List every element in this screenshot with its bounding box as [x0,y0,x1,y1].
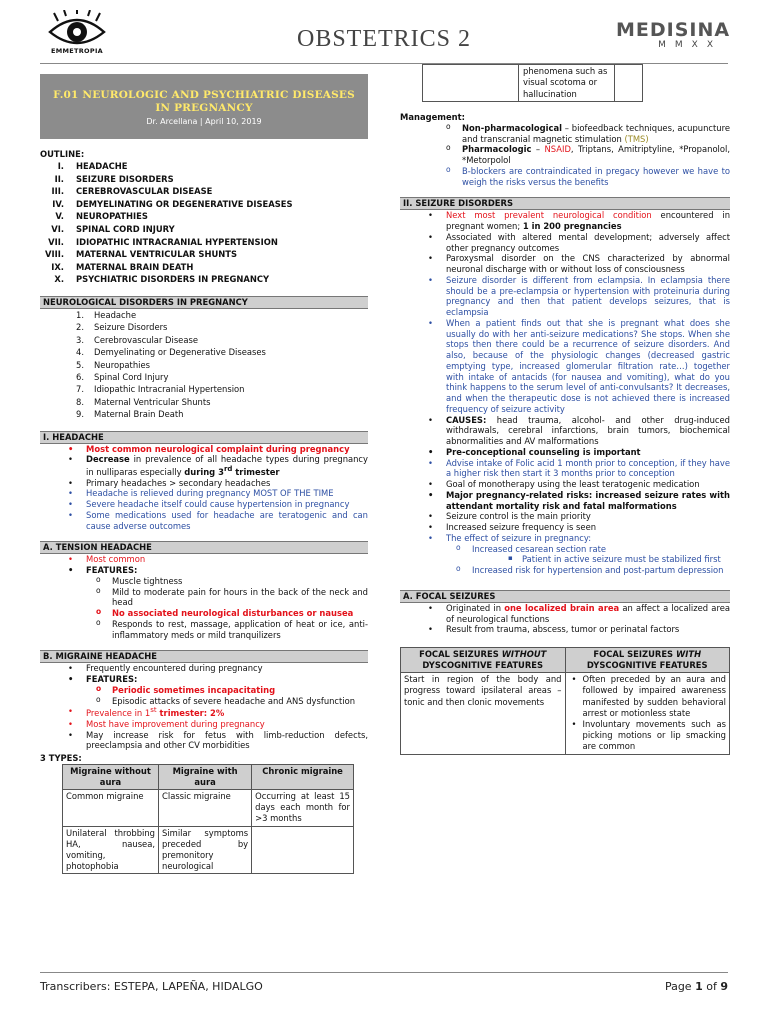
footer-transcribers: Transcribers: ESTEPA, LAPEÑA, HIDALGO [40,980,263,993]
list-item: o Periodic sometimes incapacitating [70,685,368,696]
page-number: Page 1 of 9 [664,980,728,993]
list-item: • Most common [40,554,368,565]
table-cell [615,65,643,102]
list-item: IV. DEMYELINATING OR DEGENERATIVE DISEASES [52,198,293,209]
list-item: V. NEUROPATHIES [55,211,148,222]
list-item: 1. Headache [76,309,137,320]
table-cell: Common migraine [63,789,159,826]
list-item: • Often preceded by an aura and followed by impaired awareness manifested by sudden behavioral arrest or motionless state [569,674,727,719]
list-item: • Most have improvement during pregnancy [40,719,368,730]
table-cell: Classic migraine [159,789,252,826]
seizure-effects-list [430,544,730,576]
list-item: • FEATURES: o Periodic sometimes incapacitating o Episodic attacks of severe headache and ANS dysfunction [40,674,368,706]
table-row [63,826,354,874]
list-item: • May increase risk for fetus with limb-reduction defects, preeclampsia and other CV morbidities [40,730,368,752]
list-item: • Seizure disorder is different from eclampsia. In eclampsia there should be a pre-eclampsia or hypertension with proteinuria during pregnancy and then that patient develops seizures, that is eclampsia [400,275,730,318]
outline-list [40,160,368,286]
list-item: • FEATURES: o Muscle tightness o Mild to moderate pain for hours in the back of the neck and head o No associated neurological disturbances or nausea o Responds to rest, massage, application of heat or ice, anti-inflammatory meds or mild tranquilizers [40,565,368,640]
list-item: o Muscle tightness [70,576,368,587]
table-header: Chronic migraine [252,764,354,789]
list-item: o Non-pharmacological – biofeedback techniques, acupuncture and transcranial magnetic stimulation (TMS) [420,123,730,145]
list-item: • Associated with altered mental development; adversely affect other pregnancy outcomes [400,232,730,254]
brand-year: MMXX [658,40,722,50]
list-item: • Severe headache itself could cause hypertension in pregnancy [40,499,368,510]
table-header: Migraine with aura [159,764,252,789]
list-item: 5. Neuropathies [76,359,150,370]
focal-list [400,603,730,635]
table-header: Migraine without aura [63,764,159,789]
table-cell: phenomena such as visual scotoma or hallucination [519,65,615,102]
list-item: • CAUSES: head trauma, alcohol- and other drug-induced withdrawals, cerebral infarctions, brain tumors, biochemical abnormalities and AV malformations [400,415,730,447]
list-item: I. HEADACHE [57,160,128,171]
brand-logo [616,19,731,51]
list-item: o Mild to moderate pain for hours in the back of the neck and head [70,587,368,609]
focal-seizure-table [400,647,730,754]
table-header: FOCAL SEIZURES WITH DYSCOGNITIVE FEATURES [565,648,730,673]
section-heading-tension: A. TENSION HEADACHE [40,541,368,554]
list-item: • When a patient finds out that she is pregnant what does she usually do with her anti-seizure medications? She stops. When she stops then there could be a recurrence of seizure disorders. And also, because of the physiologic changes (decreased gastric emptying type, increased glomerular filtration rate…) together with intake of antacids (for nausea and vomiting), what do you think happens to the serum level of anti-convulsants? It decreases, and when the therapeutic dose is not achieved there is increased frequency of seizure activity [400,318,730,415]
table-row [423,65,643,102]
document-title: F.01 NEUROLOGIC AND PSYCHIATRIC DISEASES IN PREGNANCY [53,89,355,114]
left-column [40,66,368,874]
list-item: • Pre-conceptional counseling is important [400,447,730,458]
table-header: FOCAL SEIZURES WITHOUT DYSCOGNITIVE FEATURES [401,648,566,673]
list-item: o B-blockers are contraindicated in pregacy however we have to weigh the risks versus the benefits [420,166,730,188]
logo-text: EMMETROPIA [51,47,103,55]
migraine-list [40,663,368,751]
table-cell: Start in region of the body and progress toward ipsilateral areas – tonic and then clonic movements [401,673,566,754]
list-item: • Increased seizure frequency is seen [400,522,730,533]
list-item: • Paroxysmal disorder on the CNS characterized by abnormal neuronal discharge with or without loss of consciousness [400,253,730,275]
list-item: II. SEIZURE DISORDERS [54,173,174,184]
list-item: • Headache is relieved during pregnancy MOST OF THE TIME [40,488,368,499]
list-item: o Episodic attacks of severe headache and ANS dysfunction [70,696,368,707]
list-item: VI. SPINAL CORD INJURY [51,223,175,234]
list-item: o Increased risk for hypertension and post-partum depression [430,565,730,576]
list-item: ▪ Patient in active seizure must be stabilized first [472,554,730,565]
list-item: • Prevalence in 1st trimester: 2% [40,706,368,719]
list-item: • Advise intake of Folic acid 1 month prior to conception, if they have a higher risk then start it 3 months prior to conception [400,458,730,480]
list-item: • Goal of monotherapy using the least teratogenic medication [400,479,730,490]
list-item: • Result from trauma, abscess, tumor or perinatal factors [400,624,730,635]
section-heading-migraine: B. MIGRAINE HEADACHE [40,650,368,663]
list-item: • Involuntary movements such as picking motions or lip smacking are common [569,719,727,753]
section-heading-neuro-disorders: NEUROLOGICAL DISORDERS IN PREGNANCY [40,296,368,309]
migraine-features-list [70,685,368,707]
migraine-table-continued [422,64,643,102]
outline-heading: OUTLINE: [40,149,85,160]
section-heading-focal: A. FOCAL SEIZURES [400,590,730,603]
neuro-disorders-list [40,309,368,421]
section-heading-seizure: II. SEIZURE DISORDERS [400,197,730,210]
focal-with-features-list [569,674,727,752]
list-item: • Next most prevalent neurological condition encountered in pregnant women; 1 in 200 pregnancies [400,210,730,232]
tension-features-list [70,576,368,641]
list-item: • Primary headaches > secondary headaches [40,478,368,489]
list-item: X. PSYCHIATRIC DISORDERS IN PREGNANCY [54,274,270,285]
list-item: IX. MATERNAL BRAIN DEATH [51,261,194,272]
seizure-list [400,210,730,576]
list-item: 4. Demyelinating or Degenerative Diseases [76,347,266,358]
migraine-types-label: 3 TYPES: [40,753,82,764]
migraine-types-table [62,764,354,874]
course-title: OBSTETRICS 2 [296,26,472,52]
document-byline: Dr. Arcellana | April 10, 2019 [146,117,262,126]
footer-divider [40,972,728,973]
title-box [40,74,368,139]
list-item: 6. Spinal Cord Injury [76,371,169,382]
list-item: VII. IDIOPATHIC INTRACRANIAL HYPERTENSION [48,236,278,247]
list-item: • Decrease in prevalence of all headache types during pregnancy in nulliparas especially during 3rd trimester [40,454,368,477]
list-item: 9. Maternal Brain Death [76,409,184,420]
seizure-effects-sublist [472,554,730,565]
list-item: • Originated in one localized brain area an affect a localized area of neurological functions [400,603,730,625]
list-item: • Some medications used for headache are teratogenic and can cause adverse outcomes [40,510,368,532]
table-cell: Similar symptoms preceded by premonitory neurological [159,826,252,874]
page-header [0,0,768,62]
list-item: VIII. MATERNAL VENTRICULAR SHUNTS [44,249,238,260]
tension-list [40,554,368,640]
table-cell [565,673,730,754]
list-item: o No associated neurological disturbances or nausea [70,608,368,619]
table-row [401,673,730,754]
table-cell [423,65,519,102]
table-row [63,789,354,826]
list-item: 8. Maternal Ventricular Shunts [76,396,211,407]
list-item: • The effect of seizure in pregnancy: o Increased cesarean section rate ▪ Patient in active seizure must be stabilized first o Increased risk for hypertension and post-partum depression [400,533,730,576]
list-item: o Responds to rest, massage, application of heat or ice, anti-inflammatory meds or mild tranquilizers [70,619,368,641]
list-item: III. CEREBROVASCULAR DISEASE [51,186,213,197]
list-item: 7. Idiopathic Intracranial Hypertension [76,384,245,395]
management-heading: Management: [400,112,465,123]
list-item: • Most common neurological complaint during pregnancy [40,444,368,455]
list-item: • Major pregnancy-related risks: increased seizure rates with attendant mortality risk and fatal malformations [400,490,730,512]
brand-name: MEDISINA [616,19,731,41]
table-cell [252,826,354,874]
management-list [420,123,730,188]
list-item: 3. Cerebrovascular Disease [76,334,198,345]
table-cell: Unilateral throbbing HA, nausea, vomiting, photophobia [63,826,159,874]
list-item: o Pharmacologic – NSAID, Triptans, Amitriptyline, *Propanolol, *Metorpolol [420,144,730,166]
right-column [400,64,730,755]
list-item: 2. Seizure Disorders [76,322,168,333]
headache-list [40,444,368,532]
list-item: • Seizure control is the main priority [400,511,730,522]
list-item: • Frequently encountered during pregnancy [40,663,368,674]
section-heading-headache: I. HEADACHE [40,431,368,444]
list-item: o Increased cesarean section rate ▪ Patient in active seizure must be stabilized first [430,544,730,566]
table-cell: Occurring at least 15 days each month for >3 months [252,789,354,826]
